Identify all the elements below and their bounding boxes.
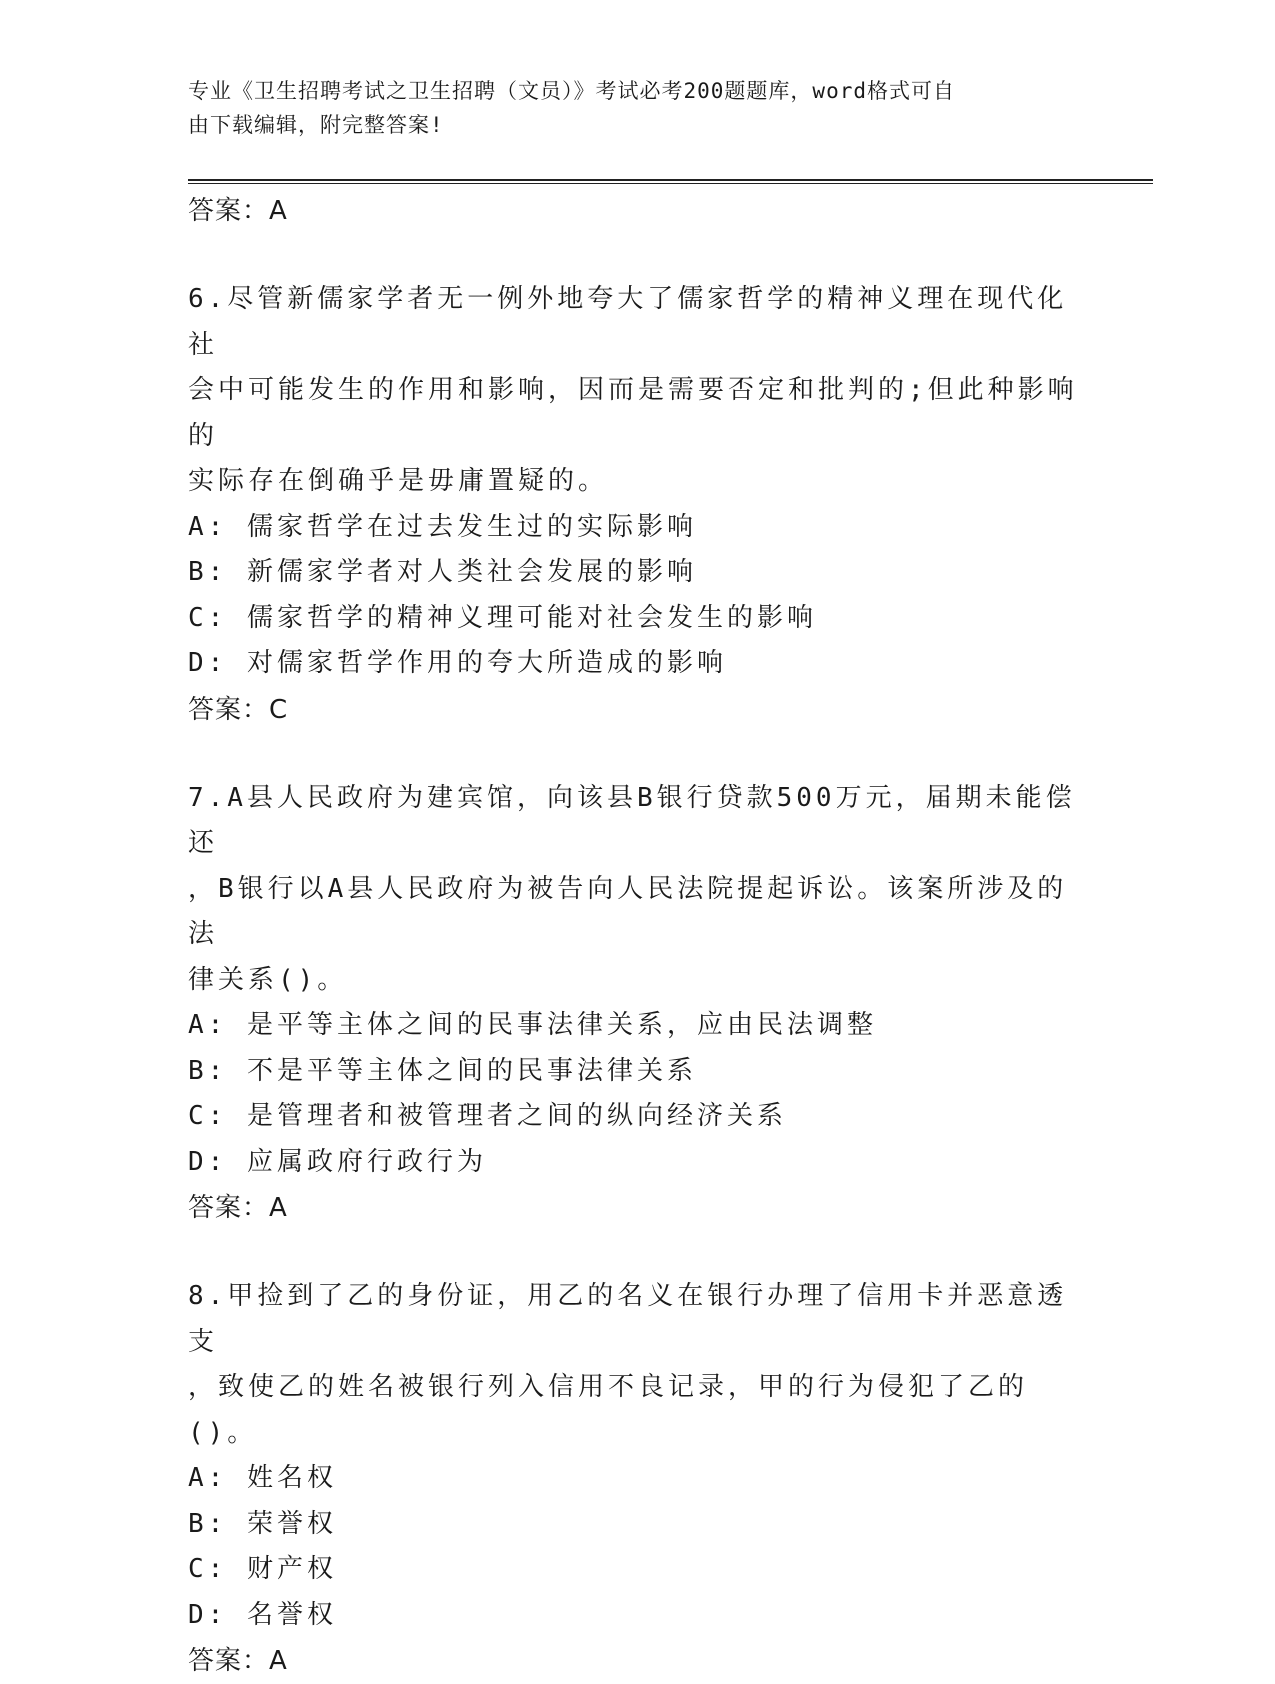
option-b: B: 不是平等主体之间的民事法律关系	[188, 1055, 697, 1086]
question-list	[188, 188, 1088, 1684]
question-text: 6.尽管新儒家学者无一例外地夸大了儒家哲学的精神义理在现代化社 会中可能发生的作用和影响，因而是需要否定和批判的;但此种影响的 实际存在倒确乎是毋庸置疑的。	[188, 284, 1078, 496]
question-8	[188, 1274, 1088, 1684]
header-line-2: 由下载编辑，附完整答案!	[188, 113, 444, 137]
option-a: A: 是平等主体之间的民事法律关系，应由民法调整	[188, 1010, 877, 1040]
option-c: C: 儒家哲学的精神义理可能对社会发生的影响	[188, 602, 817, 633]
answer-line: 答案：A	[188, 1193, 288, 1223]
answer-line: 答案：A	[188, 196, 288, 226]
answer-line: 答案：A	[188, 1646, 288, 1676]
option-d: D: 对儒家哲学作用的夸大所造成的影响	[188, 648, 727, 678]
question-text: 8.甲捡到了乙的身份证，用乙的名义在银行办理了信用卡并恶意透支 ，致使乙的姓名被银行列入信用不良记录，甲的行为侵犯了乙的()。	[188, 1281, 1068, 1448]
option-b: B: 荣誉权	[188, 1508, 337, 1539]
question-text: 7.A县人民政府为建宾馆，向该县B银行贷款500万元，届期未能偿还 ，B银行以A县人民政府为被告向人民法院提起诉讼。该案所涉及的法 律关系()。	[188, 782, 1076, 995]
option-d: D: 应属政府行政行为	[188, 1146, 487, 1177]
option-b: B: 新儒家学者对人类社会发展的影响	[188, 557, 697, 587]
option-a: A: 儒家哲学在过去发生过的实际影响	[188, 511, 697, 542]
option-c: C: 财产权	[188, 1554, 337, 1584]
option-a: A: 姓名权	[188, 1463, 337, 1493]
header-line-1: 专业《卫生招聘考试之卫生招聘（文员）》考试必考200题题库，word格式可自	[188, 79, 955, 103]
question-7	[188, 776, 1088, 1232]
question-6	[188, 277, 1088, 733]
answer-line: 答案：C	[188, 694, 289, 725]
option-c: C: 是管理者和被管理者之间的纵向经济关系	[188, 1101, 787, 1131]
document-header	[188, 74, 1068, 142]
header-divider-thick	[188, 179, 1153, 181]
option-d: D: 名誉权	[188, 1599, 337, 1630]
header-divider-thin	[188, 183, 1153, 184]
